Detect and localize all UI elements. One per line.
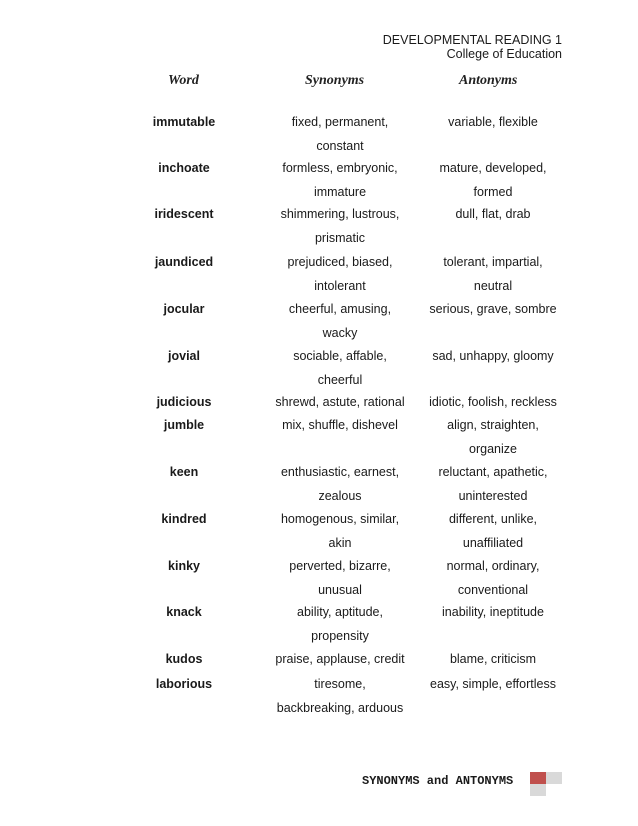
antonyms-line: inability, ineptitude	[442, 605, 544, 619]
antonyms-cell	[417, 157, 569, 204]
antonyms-line: idiotic, foolish, reckless	[429, 395, 557, 409]
antonyms-cell	[417, 461, 569, 508]
synonyms-line: wacky	[322, 325, 358, 340]
antonyms-line: neutral	[473, 278, 513, 293]
synonyms-line: prejudiced, biased,	[287, 255, 393, 269]
footer-title: SYNONYMS and ANTONYMS	[362, 774, 514, 788]
word-cell: immutable	[152, 115, 216, 129]
antonyms-cell	[417, 203, 569, 227]
footer-red-block	[530, 772, 546, 784]
antonyms-line: reluctant, apathetic,	[438, 465, 548, 479]
antonyms-cell	[417, 601, 569, 625]
footer-gray-block	[546, 772, 562, 784]
college-name: College of Education	[446, 47, 562, 61]
word-cell: jumble	[163, 418, 205, 432]
synonyms-line: shrewd, astute, rational	[275, 395, 405, 409]
synonyms-cell	[266, 673, 414, 720]
antonyms-cell	[417, 345, 569, 369]
synonyms-cell	[266, 111, 414, 158]
antonyms-cell	[417, 251, 569, 298]
antonyms-line: mature, developed,	[439, 161, 547, 175]
antonyms-line: unaffiliated	[462, 535, 524, 550]
synonyms-cell	[266, 157, 414, 204]
synonyms-line: homogenous, similar,	[280, 512, 400, 526]
word-cell: inchoate	[158, 161, 210, 175]
synonyms-cell	[266, 601, 414, 648]
synonyms-cell	[266, 508, 414, 555]
synonyms-cell	[266, 461, 414, 508]
antonyms-line: uninterested	[458, 488, 528, 503]
antonyms-line: organize	[469, 441, 517, 456]
antonyms-line: formed	[473, 184, 513, 199]
word-cell: kindred	[161, 512, 207, 526]
antonyms-line: align, straighten,	[447, 418, 539, 432]
word-cell: keen	[169, 465, 199, 479]
synonyms-line: sociable, affable,	[293, 349, 387, 363]
word-cell: laborious	[155, 677, 213, 691]
antonyms-cell	[417, 111, 569, 135]
antonyms-line: conventional	[457, 582, 529, 597]
synonyms-line: fixed, permanent,	[291, 115, 389, 129]
synonyms-line: propensity	[311, 628, 369, 643]
synonyms-line: intolerant	[314, 278, 366, 293]
synonyms-line: tiresome,	[314, 677, 366, 691]
synonyms-cell	[266, 251, 414, 298]
synonyms-line: shimmering, lustrous,	[280, 207, 400, 221]
course-title: DEVELOPMENTAL READING 1	[382, 33, 562, 47]
synonyms-cell	[266, 345, 414, 392]
synonyms-line: cheerful	[317, 372, 363, 387]
synonyms-line: mix, shuffle, dishevel	[282, 418, 398, 432]
antonyms-line: serious, grave, sombre	[429, 302, 557, 316]
synonyms-line: akin	[328, 535, 352, 550]
synonyms-cell	[266, 555, 414, 602]
word-cell: jocular	[163, 302, 205, 316]
synonyms-line: enthusiastic, earnest,	[280, 465, 400, 479]
synonyms-cell	[266, 648, 414, 672]
antonyms-line: dull, flat, drab	[455, 207, 531, 221]
synonyms-cell	[266, 298, 414, 345]
antonyms-cell	[417, 508, 569, 555]
antonyms-line: easy, simple, effortless	[430, 677, 556, 691]
synonyms-cell	[266, 391, 414, 415]
synonyms-line: unusual	[318, 582, 362, 597]
synonyms-line: constant	[316, 138, 364, 153]
footer-decoration	[530, 772, 562, 796]
antonyms-line: sad, unhappy, gloomy	[432, 349, 554, 363]
antonyms-line: normal, ordinary,	[446, 559, 540, 573]
antonyms-cell	[417, 298, 569, 322]
antonyms-line: variable, flexible	[448, 115, 538, 129]
word-cell: kinky	[168, 559, 200, 573]
synonyms-line: perverted, bizarre,	[289, 559, 391, 573]
synonyms-line: immature	[313, 184, 367, 199]
word-cell: jovial	[168, 349, 200, 363]
footer-gray-block	[530, 784, 546, 796]
antonyms-line: different, unlike,	[448, 512, 538, 526]
antonyms-cell	[417, 414, 569, 461]
column-header-antonyms: Antonyms	[459, 73, 518, 88]
word-cell: judicious	[156, 395, 212, 409]
synonyms-line: praise, applause, credit	[275, 652, 405, 666]
synonyms-line: ability, aptitude,	[297, 605, 383, 619]
antonyms-cell	[417, 391, 569, 415]
antonyms-cell	[417, 648, 569, 672]
synonyms-line: backbreaking, arduous	[276, 700, 404, 715]
word-cell: knack	[166, 605, 202, 619]
column-header-word: Word	[168, 73, 199, 88]
synonyms-cell	[266, 203, 414, 250]
synonyms-line: zealous	[318, 488, 362, 503]
antonyms-cell	[417, 673, 569, 697]
word-cell: jaundiced	[154, 255, 214, 269]
word-cell: kudos	[165, 652, 203, 666]
antonyms-cell	[417, 555, 569, 602]
synonyms-line: prismatic	[314, 230, 365, 245]
antonyms-line: blame, criticism	[449, 652, 537, 666]
synonyms-cell	[266, 414, 414, 438]
word-cell: iridescent	[154, 207, 214, 221]
synonyms-line: cheerful, amusing,	[288, 302, 392, 316]
column-header-synonyms: Synonyms	[305, 73, 365, 88]
antonyms-line: tolerant, impartial,	[443, 255, 543, 269]
synonyms-line: formless, embryonic,	[282, 161, 398, 175]
